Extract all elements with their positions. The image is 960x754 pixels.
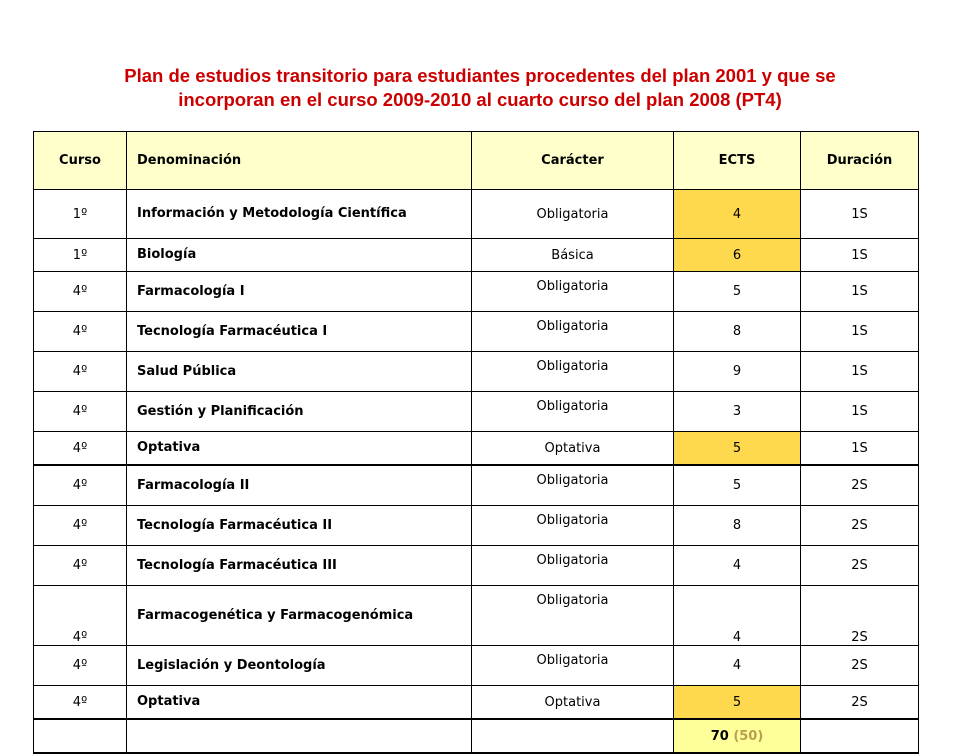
cell-caracter: Obligatoria [472,465,674,506]
header-denominacion: Denominación [127,132,472,190]
cell-denominacion: Farmacología II [127,465,472,506]
total-empty-cell [34,719,127,753]
cell-ects: 6 [674,239,801,272]
cell-caracter: Obligatoria [472,546,674,586]
table-row [34,392,919,432]
cell-curso: 4º [34,465,127,506]
cell-curso: 4º [34,272,127,312]
cell-denominacion: Información y Metodología Científica [127,190,472,239]
cell-curso: 4º [34,686,127,720]
table-row [34,546,919,586]
header-duracion: Duración [801,132,919,190]
cell-ects: 4 [674,546,801,586]
cell-caracter: Obligatoria [472,272,674,312]
cell-ects: 9 [674,352,801,392]
table-row [34,352,919,392]
total-paren: (50) [733,728,764,744]
cell-duracion: 1S [801,352,919,392]
cell-curso: 4º [34,586,127,646]
cell-curso: 4º [34,312,127,352]
cell-denominacion: Tecnología Farmacéutica III [127,546,472,586]
cell-curso: 1º [34,239,127,272]
cell-caracter: Básica [472,239,674,272]
cell-ects: 4 [674,646,801,686]
cell-duracion: 2S [801,506,919,546]
cell-curso: 4º [34,506,127,546]
table-row [34,312,919,352]
cell-curso: 4º [34,392,127,432]
cell-denominacion: Optativa [127,686,472,720]
table-row [34,190,919,239]
cell-curso: 4º [34,646,127,686]
total-ects [674,719,801,753]
cell-duracion: 1S [801,312,919,352]
cell-denominacion: Tecnología Farmacéutica I [127,312,472,352]
total-empty-cell [801,719,919,753]
cell-caracter: Obligatoria [472,506,674,546]
header-curso: Curso [34,132,127,190]
cell-duracion: 1S [801,392,919,432]
cell-ects: 8 [674,312,801,352]
table-row [34,272,919,312]
cell-duracion: 1S [801,190,919,239]
cell-duracion: 2S [801,546,919,586]
cell-caracter: Obligatoria [472,312,674,352]
page-title [30,64,930,112]
cell-duracion: 1S [801,239,919,272]
title-line-2: incorporan en el curso 2009-2010 al cuarto curso del plan 2008 (PT4) [178,89,782,110]
cell-curso: 4º [34,546,127,586]
cell-duracion: 1S [801,432,919,466]
cell-duracion: 1S [801,272,919,312]
cell-duracion: 2S [801,586,919,646]
cell-denominacion: Biología [127,239,472,272]
cell-denominacion: Farmacología I [127,272,472,312]
table-row [34,465,919,506]
total-value: 70 [710,728,729,744]
table-header-row [34,132,919,190]
header-caracter: Carácter [472,132,674,190]
table-row [34,646,919,686]
cell-curso: 1º [34,190,127,239]
title-line-1: Plan de estudios transitorio para estudiantes procedentes del plan 2001 y que se [124,65,836,86]
header-ects: ECTS [674,132,801,190]
cell-caracter: Obligatoria [472,392,674,432]
cell-duracion: 2S [801,686,919,720]
table-row [34,506,919,546]
total-empty-cell [472,719,674,753]
cell-caracter: Obligatoria [472,190,674,239]
table-row [34,686,919,720]
cell-denominacion: Gestión y Planificación [127,392,472,432]
cell-ects: 8 [674,506,801,546]
cell-curso: 4º [34,352,127,392]
cell-ects: 5 [674,465,801,506]
cell-ects: 3 [674,392,801,432]
cell-caracter: Obligatoria [472,586,674,646]
cell-caracter: Obligatoria [472,646,674,686]
table-row [34,586,919,646]
cell-ects: 5 [674,686,801,720]
cell-denominacion: Optativa [127,432,472,466]
cell-ects: 5 [674,432,801,466]
cell-duracion: 2S [801,465,919,506]
cell-ects: 4 [674,190,801,239]
cell-curso: 4º [34,432,127,466]
table-row [34,432,919,466]
cell-caracter: Optativa [472,432,674,466]
cell-denominacion: Legislación y Deontología [127,646,472,686]
table-row [34,239,919,272]
total-empty-cell [127,719,472,753]
cell-caracter: Obligatoria [472,352,674,392]
cell-denominacion: Tecnología Farmacéutica II [127,506,472,546]
cell-denominacion: Farmacogenética y Farmacogenómica [127,586,472,646]
cell-ects: 4 [674,586,801,646]
cell-denominacion: Salud Pública [127,352,472,392]
total-row [34,719,919,753]
cell-ects: 5 [674,272,801,312]
study-plan-table [33,131,919,754]
cell-caracter: Optativa [472,686,674,720]
cell-duracion: 2S [801,646,919,686]
